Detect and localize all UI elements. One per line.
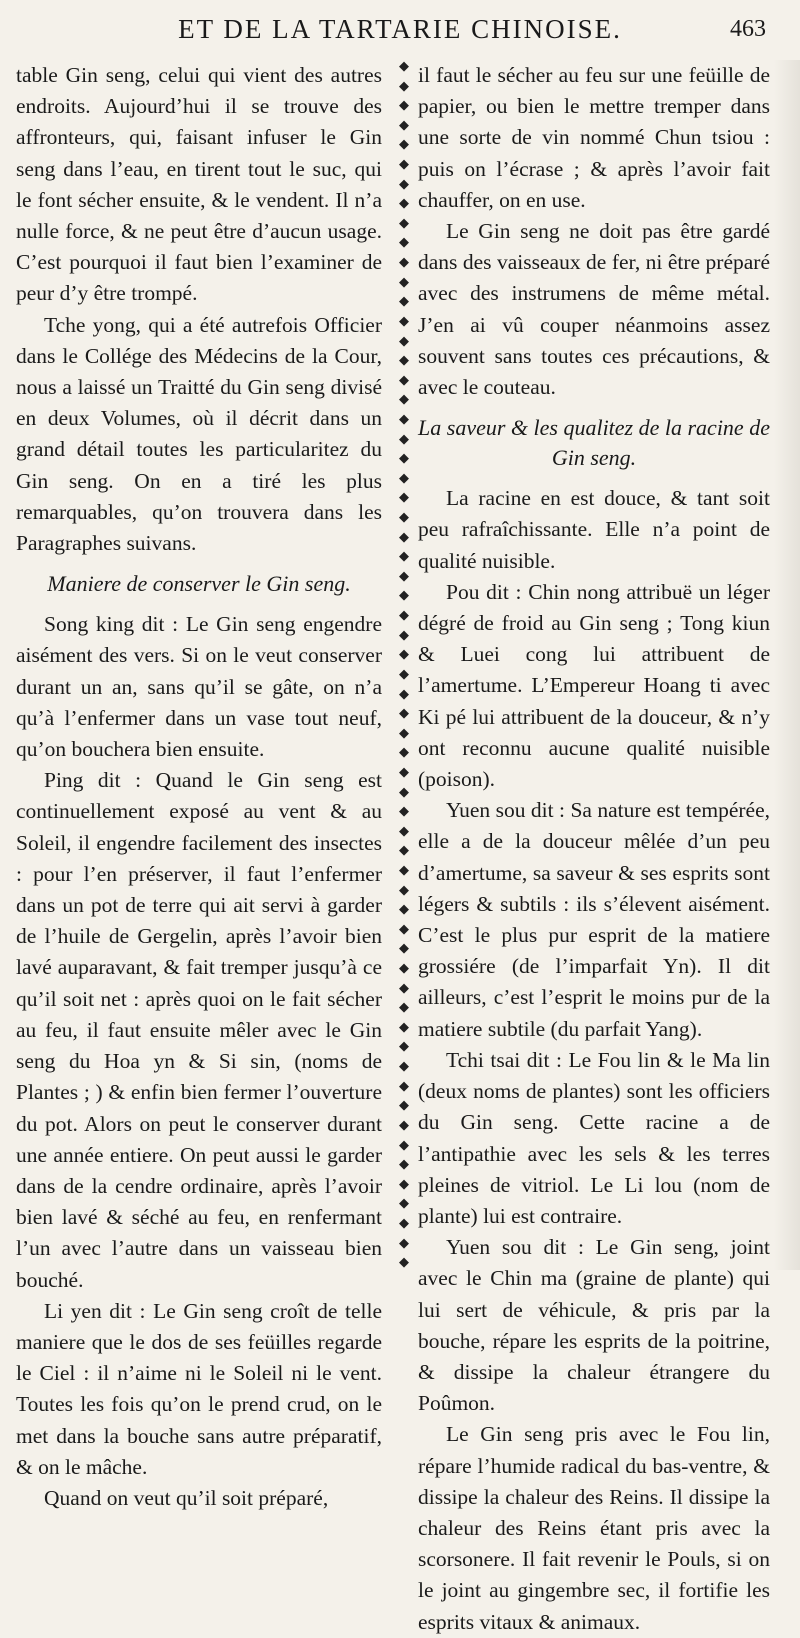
divider-ornament-icon: ◆	[399, 1176, 409, 1192]
divider-ornament-icon: ◆	[399, 255, 409, 271]
divider-ornament-icon: ◆	[399, 608, 409, 624]
divider-ornament-icon: ◆	[399, 647, 409, 663]
divider-ornament-icon: ◆	[399, 961, 409, 977]
divider-ornament-icon: ◆	[399, 1255, 409, 1270]
divider-ornament-icon: ◆	[399, 1157, 409, 1173]
divider-ornament-icon: ◆	[399, 176, 409, 192]
divider-ornament-icon: ◆	[399, 666, 409, 682]
paragraph: La racine en est douce, & tant soit peu rafraîchissante. Elle n’a point de qualité nuisible.	[418, 486, 770, 573]
divider-ornament-icon: ◆	[399, 392, 409, 408]
divider-ornament-icon: ◆	[399, 706, 409, 722]
left-column	[16, 60, 382, 1514]
divider-ornament-icon: ◆	[399, 294, 409, 310]
divider-ornament-icon: ◆	[399, 215, 409, 231]
page-edge-shadow	[774, 60, 800, 1270]
divider-ornament-icon: ◆	[399, 725, 409, 741]
divider-ornament-icon: ◆	[399, 372, 409, 388]
divider-ornament-icon: ◆	[399, 431, 409, 447]
divider-ornament-icon: ◆	[399, 921, 409, 937]
divider-ornament-icon: ◆	[399, 1019, 409, 1035]
divider-ornament-icon: ◆	[399, 764, 409, 780]
divider-ornament-icon: ◆	[399, 745, 409, 761]
divider-ornament-icon: ◆	[399, 1196, 409, 1212]
paragraph: Ping dit : Quand le Gin seng est continuellement exposé au vent & au Soleil, il engendre facilement des insectes : pour l’en préserver, il faut l’enfermer dans un pot de terre qui ait servi à garder de l’huile de Gergelin, après l’avoir bien lavé auparavant, & fait tremper jusqu’à ce qu’il soit net : après quoi on le fait sécher au feu, il faut ensuite mêler avec le Gin seng du Hoa yn & Si sin, (noms de Plantes ; ) & enfin bien fermer l’ouverture du pot. Alors on peut le conserver durant une année entiere. On peut aussi le garder dans de la cendre ordinaire, après l’avoir bien lavé & séché au feu, en renfermant l’un avec l’autre dans un vaisseau bien bouché.	[16, 768, 382, 1292]
page-header	[0, 14, 800, 58]
divider-ornament-icon: ◆	[399, 1098, 409, 1114]
divider-ornament-icon: ◆	[399, 157, 409, 173]
divider-ornament-icon: ◆	[399, 470, 409, 486]
divider-ornament-icon: ◆	[399, 882, 409, 898]
divider-ornament-icon: ◆	[399, 313, 409, 329]
paragraph: Tche yong, qui a été autrefois Officier dans le Collége des Médecins de la Cour, nous a laissé un Traitté du Gin seng divisé en deux Volumes, où il décrit dans un grand détail toutes les particularitez du Gin seng. On en a tiré les plus remarquables, qu’on trouvera dans les Paragraphes suivans.	[16, 312, 382, 556]
ornamental-column-divider	[396, 60, 412, 1270]
divider-ornament-icon: ◆	[399, 568, 409, 584]
divider-ornament-icon: ◆	[399, 1059, 409, 1075]
divider-ornament-icon: ◆	[399, 1235, 409, 1251]
divider-ornament-icon: ◆	[399, 902, 409, 918]
divider-ornament-icon: ◆	[399, 1117, 409, 1133]
divider-ornament-icon: ◆	[399, 137, 409, 153]
divider-ornament-icon: ◆	[399, 843, 409, 859]
divider-ornament-icon: ◆	[399, 235, 409, 251]
paragraph: Yuen sou dit : Sa nature est tempérée, elle a de la douceur mêlée d’un peu d’amertume, sa saveur & ses esprits sont légers & subtils : ils s’élevent aisément. C’est le plus pur esprit de la matiere grossiére (de l’imparfait Yn). Il dit ailleurs, c’est l’esprit le moins pur de la matiere subtile (du parfait Yang).	[418, 798, 770, 1041]
divider-ornament-icon: ◆	[399, 1039, 409, 1055]
divider-ornament-icon: ◆	[399, 784, 409, 800]
divider-ornament-icon: ◆	[399, 196, 409, 212]
divider-ornament-icon: ◆	[399, 333, 409, 349]
paragraph: Li yen dit : Le Gin seng croît de telle maniere que le dos de ses feüilles regarde le Ciel : il n’aime ni le Soleil ni le vent. Toutes les fois qu’on le prend crud, on le met dans la bouche sans autre préparatif, & on le mâche.	[16, 1298, 382, 1479]
divider-ornament-icon: ◆	[399, 1078, 409, 1094]
divider-ornament-icon: ◆	[399, 588, 409, 604]
divider-ornament-icon: ◆	[399, 451, 409, 467]
divider-ornament-icon: ◆	[399, 862, 409, 878]
divider-ornament-icon: ◆	[399, 353, 409, 369]
divider-ornament-icon: ◆	[399, 980, 409, 996]
right-column	[418, 60, 770, 1638]
divider-ornament-icon: ◆	[399, 804, 409, 820]
paragraph: il faut le sécher au feu sur une feüille de papier, ou bien le mettre tremper dans une sorte de vin nommé Chun tsiou : puis on l’écrase ; & après l’avoir fait chauffer, on en use.	[418, 63, 770, 212]
section-heading: Maniere de conserver le Gin seng.	[47, 571, 351, 597]
divider-ornament-icon: ◆	[399, 1000, 409, 1016]
paragraph: Tchi tsai dit : Le Fou lin & le Ma lin (deux noms de plantes) sont les officiers du Gin seng. Cette racine a de l’antipathie avec les sels & les terres pleines de vitriol. Le Li lou (nom de plante) lui est contraire.	[418, 1047, 770, 1228]
divider-ornament-icon: ◆	[399, 98, 409, 114]
divider-ornament-icon: ◆	[399, 549, 409, 565]
page-number: 463	[730, 16, 766, 42]
divider-ornament-icon: ◆	[399, 686, 409, 702]
divider-ornament-icon: ◆	[399, 60, 409, 74]
divider-ornament-icon: ◆	[399, 78, 409, 94]
paragraph: Le Gin seng pris avec le Fou lin, répare l’humide radical du bas-ventre, & dissipe la chaleur des Reins. Il dissipe la chaleur des Reins étant pris avec la scorsonere. Il fait revenir le Pouls, si on le joint au gingembre sec, il fortifie les esprits vitaux & animaux.	[418, 1422, 770, 1634]
divider-ornament-icon: ◆	[399, 274, 409, 290]
paragraph: Quand on veut qu’il soit préparé,	[44, 1485, 329, 1510]
paragraph: Pou dit : Chin nong attribuë un léger dégré de froid au Gin seng ; Tong kiun & Luei cong lui attribuent de l’amertume. L’Empereur Hoang ti avec Ki pé lui attribuent de la douceur, & n’y ont reconnu aucune qualité nuisible (poison).	[418, 579, 770, 792]
divider-ornament-icon: ◆	[399, 1137, 409, 1153]
divider-ornament-icon: ◆	[399, 627, 409, 643]
divider-ornament-icon: ◆	[399, 823, 409, 839]
paragraph: Song king dit : Le Gin seng engendre aisément des vers. Si on le veut conserver durant un an, sans qu’il se gâte, on n’a qu’à l’enfermer dans un vase tout neuf, qu’on bouchera bien ensuite.	[16, 612, 382, 762]
paragraph: table Gin seng, celui qui vient des autres endroits. Aujourd’hui il se trouve des affronteurs, qui, faisant infuser le Gin seng dans l’eau, en tirent tout le suc, qui le font sécher ensuite, & le vendent. Il n’a nulle force, & ne peut être d’aucun usage. C’est pourquoi il faut bien l’examiner de peur d’y être trompé.	[16, 63, 382, 306]
divider-ornament-icon: ◆	[399, 411, 409, 427]
divider-ornament-icon: ◆	[399, 490, 409, 506]
divider-ornament-icon: ◆	[399, 1215, 409, 1231]
divider-ornament-icon: ◆	[399, 529, 409, 545]
divider-ornament-icon: ◆	[399, 117, 409, 133]
divider-ornament-icon: ◆	[399, 941, 409, 957]
section-heading: La saveur & les qualitez de la racine de Gin seng.	[418, 415, 770, 471]
running-title: ET DE LA TARTARIE CHINOISE.	[178, 14, 622, 44]
divider-ornament-icon: ◆	[399, 510, 409, 526]
paragraph: Yuen sou dit : Le Gin seng, joint avec le Chin ma (graine de plante) qui lui sert de véhicule, & pris par la bouche, répare les esprits de la poitrine, & dissipe la chaleur étrangere du Poûmon.	[418, 1235, 770, 1416]
paragraph: Le Gin seng ne doit pas être gardé dans des vaisseaux de fer, ni être préparé avec des instrumens de même métal. J’en ai vû couper néanmoins assez souvent sans toutes ces précautions, & avec le couteau.	[418, 219, 770, 400]
